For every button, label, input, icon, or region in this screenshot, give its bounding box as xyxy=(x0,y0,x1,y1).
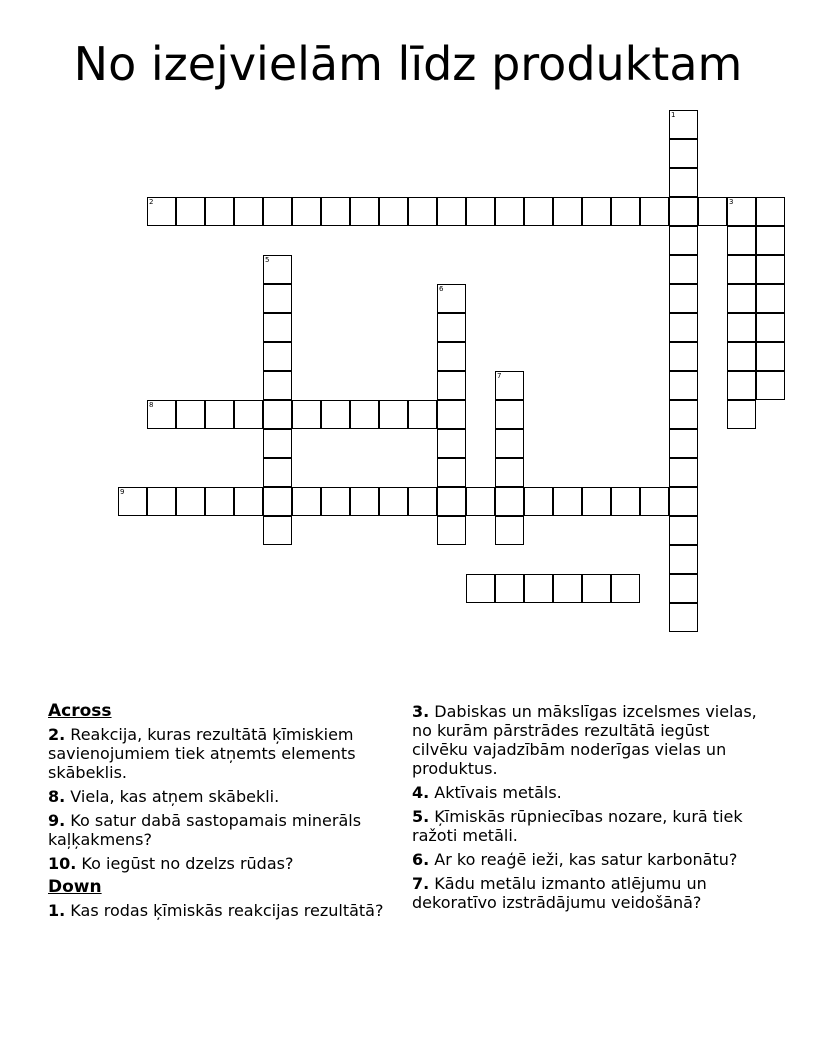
grid-cell[interactable] xyxy=(495,371,524,400)
grid-cell[interactable] xyxy=(292,197,321,226)
grid-cell[interactable] xyxy=(437,371,466,400)
grid-cell[interactable] xyxy=(756,342,785,371)
clue-text: Reakcija, kuras rezultātā ķīmiskiem savienojumiem tiek atņemts elements skābeklis. xyxy=(48,725,356,782)
clue-item xyxy=(412,874,762,912)
grid-cell[interactable] xyxy=(582,574,611,603)
page-title: No izejvielām līdz produktam xyxy=(73,37,743,91)
grid-cell[interactable] xyxy=(669,429,698,458)
grid-cell[interactable] xyxy=(524,487,553,516)
clue-item xyxy=(48,901,406,920)
grid-cell[interactable] xyxy=(321,197,350,226)
grid-cell[interactable] xyxy=(669,603,698,632)
clues-right-column xyxy=(412,702,762,917)
grid-cell[interactable] xyxy=(408,400,437,429)
clue-number: 8 xyxy=(149,401,154,409)
clue-item xyxy=(412,807,762,845)
grid-cell[interactable] xyxy=(698,197,727,226)
grid-cell[interactable] xyxy=(727,226,756,255)
grid-cell[interactable] xyxy=(611,574,640,603)
grid-cell[interactable] xyxy=(408,197,437,226)
clue-number-label: 3. xyxy=(412,702,430,721)
grid-cell[interactable] xyxy=(756,226,785,255)
grid-cell[interactable] xyxy=(727,371,756,400)
grid-cell[interactable] xyxy=(379,400,408,429)
grid-cell[interactable] xyxy=(263,313,292,342)
clue-number-label: 10. xyxy=(48,854,77,873)
grid-cell[interactable] xyxy=(466,487,495,516)
grid-cell[interactable] xyxy=(669,400,698,429)
grid-cell[interactable] xyxy=(437,516,466,545)
grid-cell[interactable] xyxy=(263,487,292,516)
grid-cell[interactable] xyxy=(495,487,524,516)
grid-cell[interactable] xyxy=(437,284,466,313)
grid-cell[interactable] xyxy=(437,487,466,516)
grid-cell[interactable] xyxy=(437,197,466,226)
grid-cell[interactable] xyxy=(234,197,263,226)
grid-cell[interactable] xyxy=(669,197,698,226)
across-clue-list xyxy=(48,725,406,873)
grid-cell[interactable] xyxy=(553,574,582,603)
grid-cell[interactable] xyxy=(176,400,205,429)
grid-cell[interactable] xyxy=(176,197,205,226)
clue-number: 7 xyxy=(497,372,502,380)
grid-cell[interactable] xyxy=(379,197,408,226)
grid-cell[interactable] xyxy=(205,400,234,429)
grid-cell[interactable] xyxy=(669,168,698,197)
grid-cell[interactable] xyxy=(437,458,466,487)
grid-cell[interactable] xyxy=(524,197,553,226)
grid-cell[interactable] xyxy=(553,197,582,226)
grid-cell[interactable] xyxy=(437,313,466,342)
clue-number-label: 6. xyxy=(412,850,430,869)
clue-number: 5 xyxy=(265,256,270,264)
down-heading: Down xyxy=(48,877,102,897)
grid-cell[interactable] xyxy=(727,400,756,429)
grid-cell[interactable] xyxy=(582,197,611,226)
grid-cell[interactable] xyxy=(582,487,611,516)
grid-cell[interactable] xyxy=(350,400,379,429)
grid-cell[interactable] xyxy=(640,487,669,516)
clue-text: Ko satur dabā sastopamais minerāls kaļķakmens? xyxy=(48,811,362,849)
grid-cell[interactable] xyxy=(118,487,147,516)
grid-cell[interactable] xyxy=(495,458,524,487)
grid-cell[interactable] xyxy=(669,371,698,400)
clues-left-column xyxy=(48,702,406,925)
grid-cell[interactable] xyxy=(321,487,350,516)
grid-cell[interactable] xyxy=(147,487,176,516)
down-clue-list xyxy=(48,901,406,920)
grid-cell[interactable] xyxy=(437,400,466,429)
grid-cell[interactable] xyxy=(756,255,785,284)
grid-cell[interactable] xyxy=(756,284,785,313)
grid-cell[interactable] xyxy=(263,400,292,429)
grid-cell[interactable] xyxy=(263,429,292,458)
clue-number-label: 7. xyxy=(412,874,430,893)
grid-cell[interactable] xyxy=(756,197,785,226)
down-clue-list-continued xyxy=(412,702,762,912)
across-heading: Across xyxy=(48,701,112,721)
grid-cell[interactable] xyxy=(263,371,292,400)
grid-cell[interactable] xyxy=(350,487,379,516)
grid-cell[interactable] xyxy=(466,574,495,603)
grid-cell[interactable] xyxy=(669,313,698,342)
clue-number-label: 1. xyxy=(48,901,66,920)
grid-cell[interactable] xyxy=(756,371,785,400)
clue-number: 2 xyxy=(149,198,154,206)
grid-cell[interactable] xyxy=(756,313,785,342)
clue-item xyxy=(48,787,406,806)
clue-item xyxy=(48,854,406,873)
grid-cell[interactable] xyxy=(263,197,292,226)
clue-text: Kādu metālu izmanto atlējumu un dekoratīvo izstrādājumu veidošānā? xyxy=(412,874,707,912)
grid-cell[interactable] xyxy=(437,342,466,371)
grid-cell[interactable] xyxy=(669,574,698,603)
grid-cell[interactable] xyxy=(495,574,524,603)
clue-number-label: 2. xyxy=(48,725,66,744)
grid-cell[interactable] xyxy=(669,545,698,574)
grid-cell[interactable] xyxy=(495,429,524,458)
grid-cell[interactable] xyxy=(611,197,640,226)
clue-number: 3 xyxy=(729,198,734,206)
grid-cell[interactable] xyxy=(147,197,176,226)
clue-item xyxy=(48,725,406,782)
grid-cell[interactable] xyxy=(669,284,698,313)
grid-cell[interactable] xyxy=(321,400,350,429)
clue-item xyxy=(412,850,762,869)
grid-cell[interactable] xyxy=(727,197,756,226)
grid-cell[interactable] xyxy=(263,516,292,545)
grid-cell[interactable] xyxy=(379,487,408,516)
grid-cell[interactable] xyxy=(727,313,756,342)
grid-cell[interactable] xyxy=(292,487,321,516)
grid-cell[interactable] xyxy=(669,255,698,284)
grid-cell[interactable] xyxy=(727,255,756,284)
grid-cell[interactable] xyxy=(727,342,756,371)
grid-cell[interactable] xyxy=(669,226,698,255)
grid-cell[interactable] xyxy=(205,487,234,516)
grid-cell[interactable] xyxy=(466,197,495,226)
grid-cell[interactable] xyxy=(263,284,292,313)
grid-cell[interactable] xyxy=(669,458,698,487)
grid-cell[interactable] xyxy=(553,487,582,516)
grid-cell[interactable] xyxy=(524,574,553,603)
grid-cell[interactable] xyxy=(495,516,524,545)
grid-cell[interactable] xyxy=(234,487,263,516)
grid-cell[interactable] xyxy=(205,197,234,226)
grid-cell[interactable] xyxy=(669,342,698,371)
clue-number: 1 xyxy=(671,111,676,119)
clue-item xyxy=(412,783,762,802)
clue-item xyxy=(412,702,762,778)
grid-cell[interactable] xyxy=(669,516,698,545)
clue-number: 9 xyxy=(120,488,125,496)
clue-text: Ar ko reaģē ieži, kas satur karbonātu? xyxy=(429,850,738,869)
grid-cell[interactable] xyxy=(263,458,292,487)
grid-cell[interactable] xyxy=(611,487,640,516)
clue-number-label: 5. xyxy=(412,807,430,826)
clue-text: Aktīvais metāls. xyxy=(429,783,562,802)
grid-cell[interactable] xyxy=(669,110,698,139)
clue-number-label: 4. xyxy=(412,783,430,802)
clue-number-label: 9. xyxy=(48,811,66,830)
grid-cell[interactable] xyxy=(147,400,176,429)
clue-text: Ko iegūst no dzelzs rūdas? xyxy=(76,854,294,873)
grid-cell[interactable] xyxy=(669,139,698,168)
grid-cell[interactable] xyxy=(408,487,437,516)
grid-cell[interactable] xyxy=(495,197,524,226)
grid-cell[interactable] xyxy=(234,400,263,429)
clue-text: Viela, kas atņem skābekli. xyxy=(65,787,280,806)
clue-item xyxy=(48,811,406,849)
grid-cell[interactable] xyxy=(292,400,321,429)
clue-text: Dabiskas un mākslīgas izcelsmes vielas, no kurām pārstrādes rezultātā iegūst cilvēku vajadzībām noderīgas vielas un produktus. xyxy=(412,702,757,778)
grid-cell[interactable] xyxy=(263,255,292,284)
grid-cell[interactable] xyxy=(727,284,756,313)
clue-number: 6 xyxy=(439,285,444,293)
grid-cell[interactable] xyxy=(350,197,379,226)
grid-cell[interactable] xyxy=(669,487,698,516)
grid-cell[interactable] xyxy=(263,342,292,371)
clue-text: Kas rodas ķīmiskās reakcijas rezultātā? xyxy=(65,901,384,920)
clue-text: Ķīmiskās rūpniecības nozare, kurā tiek ražoti metāli. xyxy=(412,807,743,845)
clue-number-label: 8. xyxy=(48,787,66,806)
grid-cell[interactable] xyxy=(176,487,205,516)
grid-cell[interactable] xyxy=(495,400,524,429)
grid-cell[interactable] xyxy=(640,197,669,226)
grid-cell[interactable] xyxy=(437,429,466,458)
